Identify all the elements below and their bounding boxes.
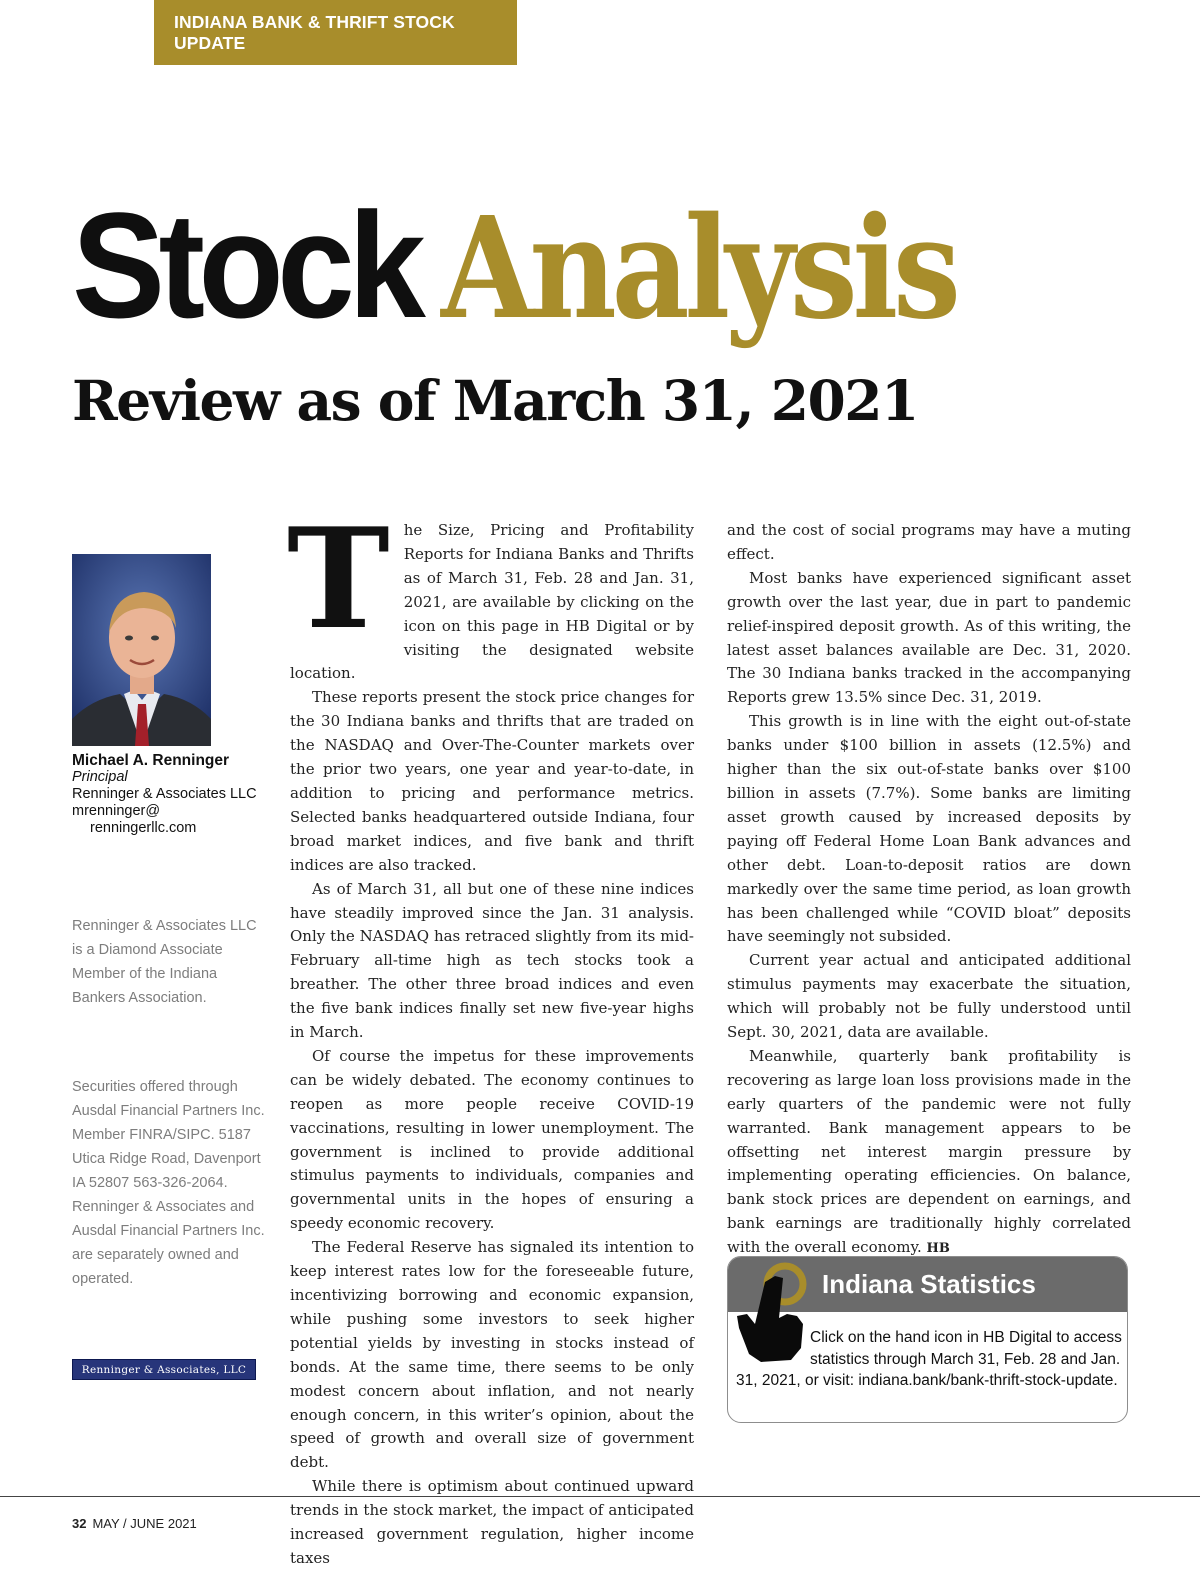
article-paragraph: The Size, Pricing and Profitability Reports for Indiana Banks and Thrifts as of March 31, Feb. 28 and Jan. 31, 2021, are available by clicking on the icon on this page in HB Digital or by visiting the designated website location. [287,497,694,683]
title-word-stock: Stock [72,181,420,349]
author-company: Renninger & Associates LLC [72,786,257,802]
page-title [72,181,1039,351]
article-column-1 [287,497,694,1571]
disclosure-note: Securities offered through Ausdal Financial Partners Inc. Member FINRA/SIPC. 5187 Utica Ridge Road, Davenport IA 52807 563-326-2064. Renninger & Associates and Ausdal Financial Partners Inc. are separately owned and operated. [72,1079,265,1287]
article-paragraph: The Federal Reserve has signaled its intention to keep interest rates low for the foreseeable future, incentivizing borrowing and economic expansion, while pushing some investors to seek higher potential yields by investing in stocks instead of bonds. At the same time, there seems to be only modest concern about inflation, and not nearly enough concern, in this writer’s opinion, about the speed of growth and overall size of government debt. [290,1238,694,1472]
author-email-line2: renningerllc.com [90,820,197,836]
article-paragraph: This growth is in line with the eight out-of-state banks under $100 billion in assets (12.5%) and higher than the six out-of-state banks over $100 billion in assets (7.7%). Some banks are limiting asset growth caused by increased deposits by paying off Federal Home Loan Bank advances and other debt. Loan-to-deposit ratios are down markedly over the same time period, as loan growth has been challenged while “COVID bloat” deposits have seemingly not subsided. [727,712,1131,946]
article-paragraph: These reports present the stock price changes for the 30 Indiana banks and thrifts that are traded on the NASDAQ and Over-The-Counter markets over the prior two years, one year and year-to-date, in addition to pricing and performance metrics. Selected banks headquartered outside Indiana, four broad market indices, and five bank and thrift indices are also tracked. [290,688,694,874]
hand-pointer-icon[interactable] [735,1258,807,1363]
article-paragraph: Of course the impetus for these improvements can be widely debated. The economy continues to reopen as more people receive COVID-19 vaccinations, resulting in lower unemployment. The government is inclined to provide additional stimulus payments to individuals, companies and governmental units in the hopes of ensuring a speedy economic recovery. [290,1046,694,1233]
page-footer [72,1516,197,1531]
footer-divider [0,1496,1200,1497]
author-role: Principal [72,769,128,785]
author-name: Michael A. Renninger [72,752,230,769]
membership-note: Renninger & Associates LLC is a Diamond Associate Member of the Indiana Bankers Association. [72,918,257,1006]
issue-date: MAY / JUNE 2021 [92,1516,197,1531]
company-logo: Renninger & Associates, LLC [72,1359,256,1380]
author-block [72,752,267,837]
article-column-2 [727,519,1131,1261]
article-paragraph: Current year actual and anticipated additional stimulus payments may exacerbate the situation, which will probably not be fully understood until Sept. 30, 2021, data are available. [727,951,1131,1042]
article-paragraph: Meanwhile, quarterly bank profitability is recovering as large loan loss provisions made in the early quarters of the pandemic were not fully warranted. Bank management appears to be offsetting net interest margin pressure by implementing operating efficiencies. On balance, bank stock prices are dependent on earnings, and bank earnings are traditionally highly correlated with the overall economy. HB [727,1046,1131,1257]
page-subtitle: Review as of March 31, 2021 [72,368,918,433]
article-paragraph: As of March 31, all but one of these nine indices have steadily improved since the Jan. 31 analysis. Only the NASDAQ has retraced slightly from its mid-February all-time high as tech stocks took a breather. The other three broad indices and even the five bank indices finally set new five-year highs in March. [290,879,694,1042]
drop-cap: T [287,497,390,660]
author-photo [72,554,211,746]
author-email-line1: mrenninger@ [72,803,161,819]
section-tag: INDIANA BANK & THRIFT STOCK UPDATE [154,0,517,65]
stats-box-title: Indiana Statistics [728,1257,1127,1312]
article-paragraph: and the cost of social programs may have a muting effect. [727,521,1131,563]
end-mark: HB [926,1241,950,1257]
article-paragraph: Most banks have experienced significant asset growth over the last year, due in part to pandemic relief-inspired deposit growth. As of this writing, the latest asset balances available are Dec. 31, 2020. The 30 Indiana banks tracked in the accompanying Reports grew 13.5% since Dec. 31, 2019. [727,568,1131,707]
stats-box-body: Click on the hand icon in HB Digital to access statistics through March 31, Feb. 28 and Jan. 31, 2021, or visit: indiana.bank/bank-thrift-stock-update. [736,1329,1122,1389]
title-word-analysis: Analysis [440,187,956,351]
article-paragraph: While there is optimism about continued upward trends in the stock market, the impact of anticipated increased government regulation, higher income taxes [290,1477,694,1567]
page-number: 32 [72,1516,87,1531]
